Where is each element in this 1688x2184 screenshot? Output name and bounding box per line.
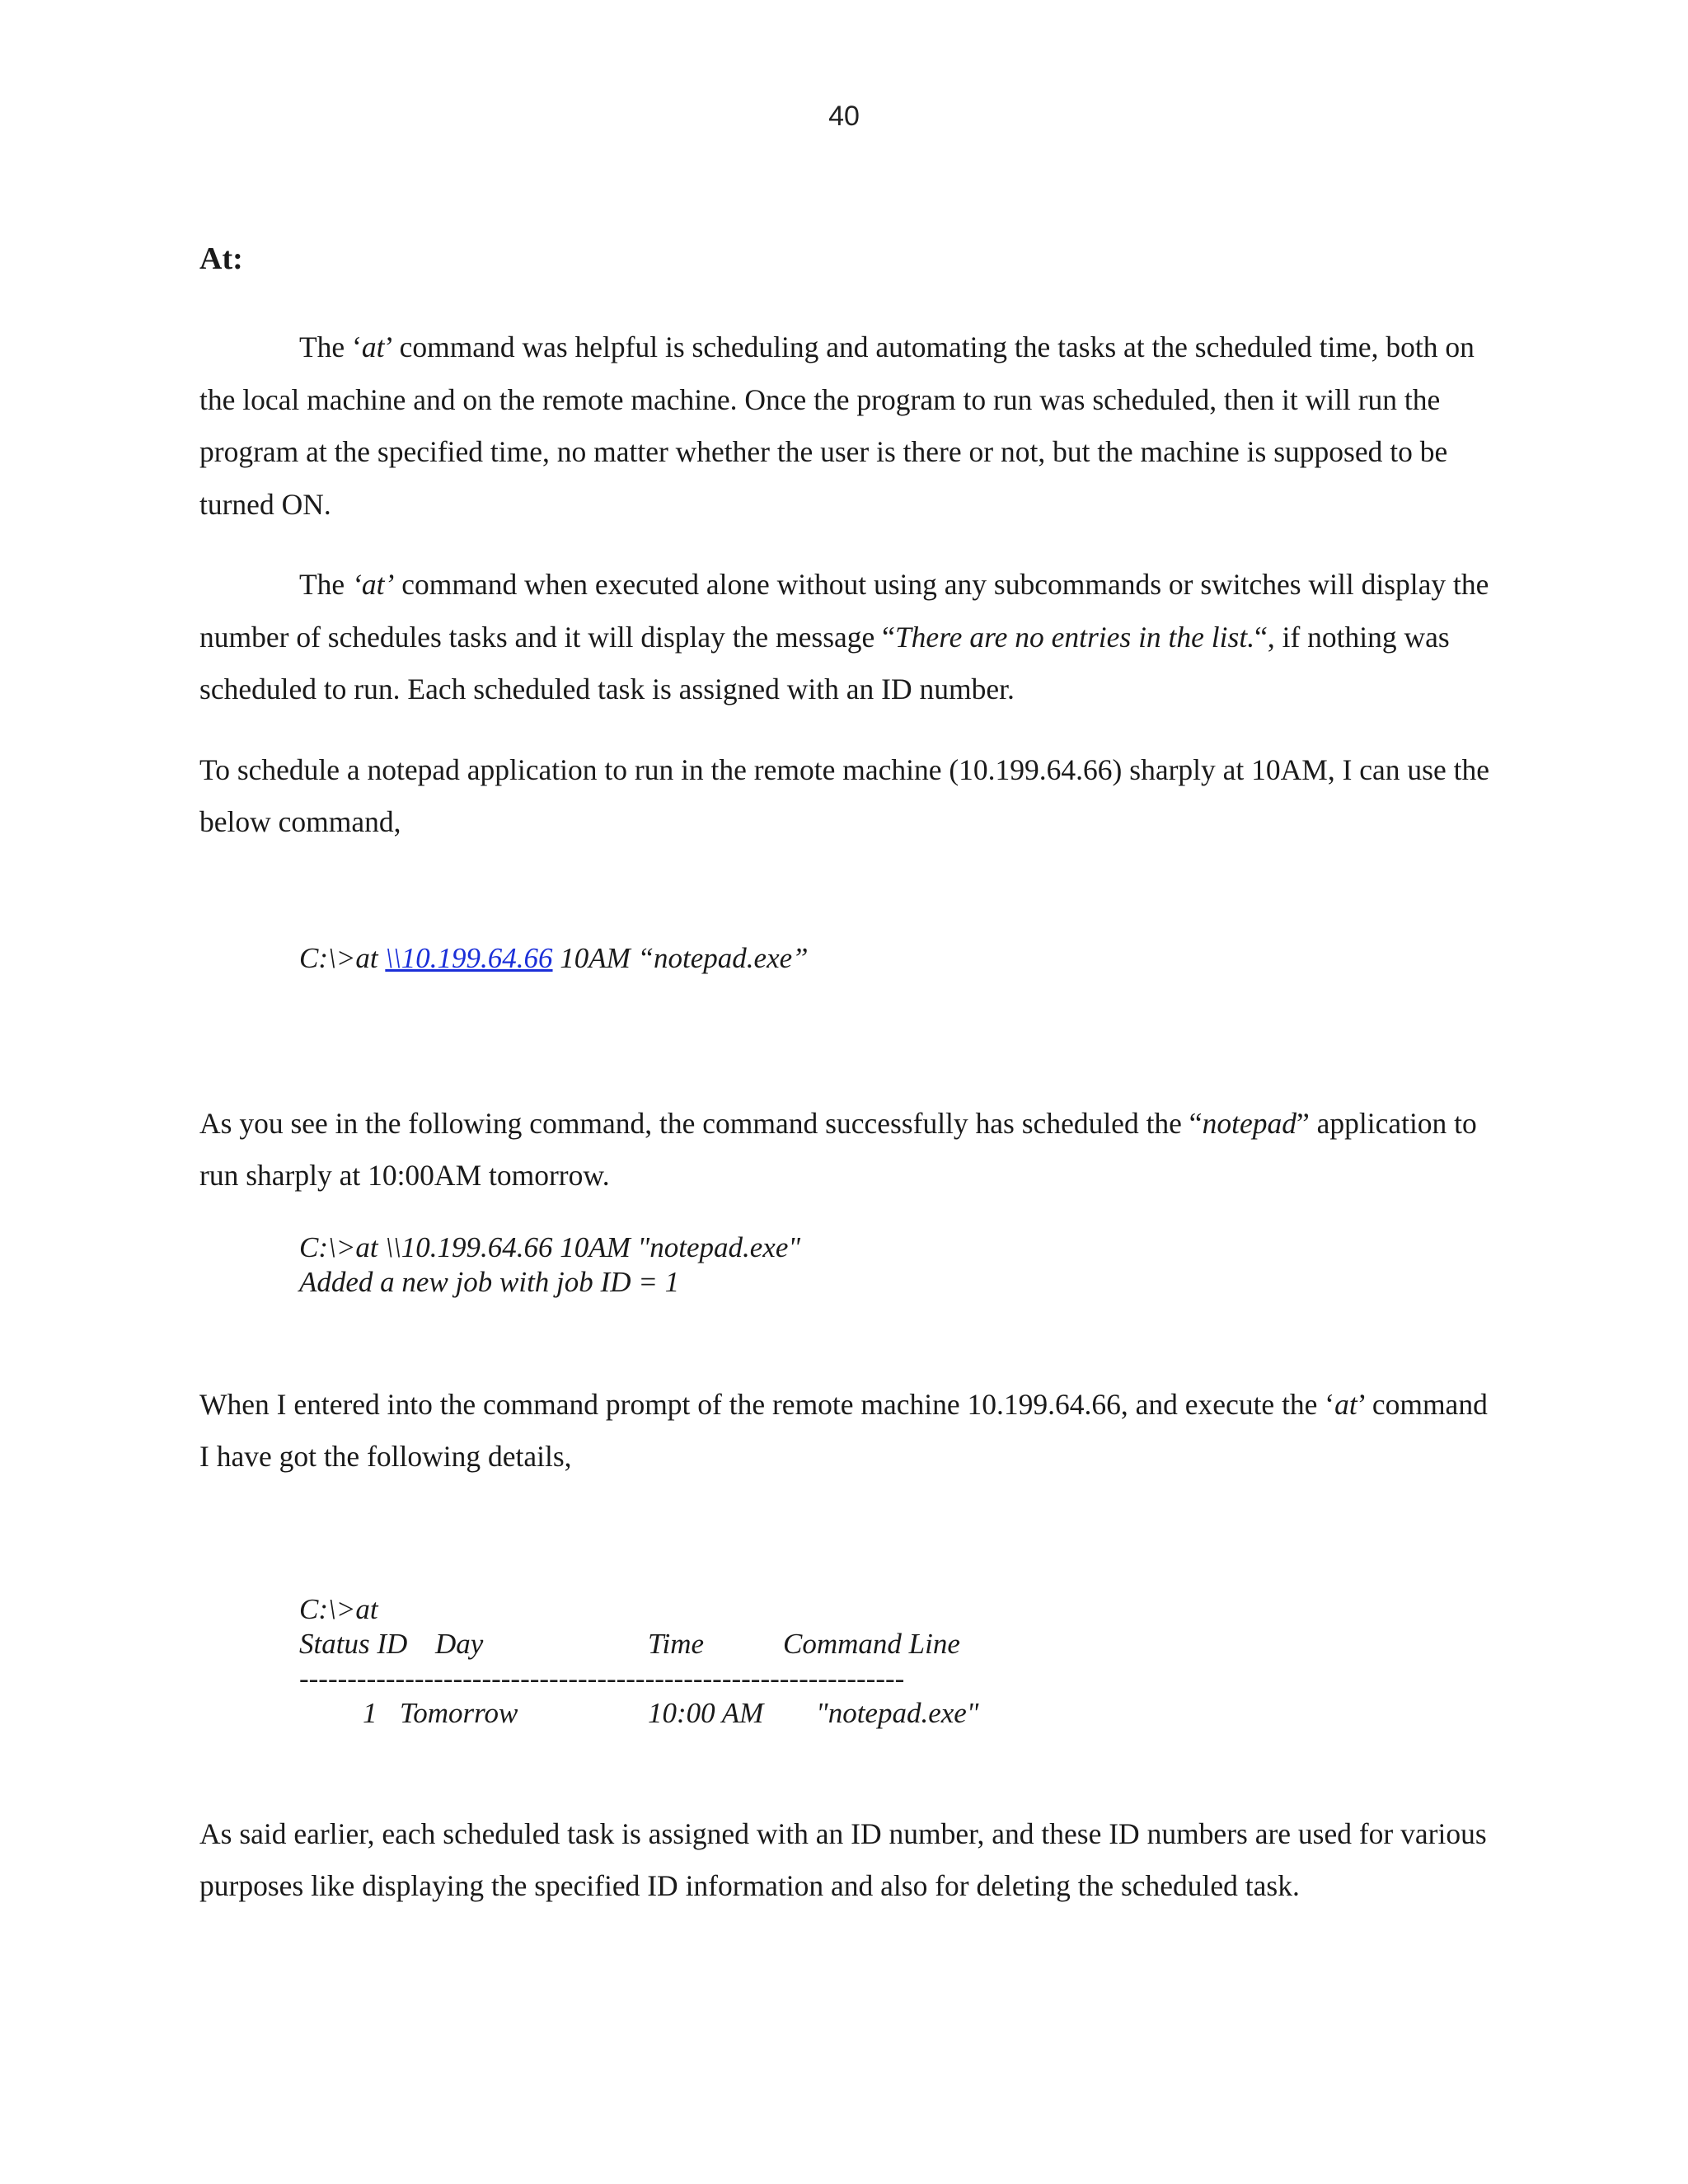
text: ’ command I have got the following details, (199, 1387, 1488, 1473)
table-separator: --------------------------------------------------------------- (299, 1661, 905, 1694)
command-result: Added a new job with job ID = 1 (299, 1265, 680, 1298)
text: “, if nothing was scheduled to run. Each scheduled task is assigned with an ID number. (199, 620, 1450, 705)
header-command-line: Command Line (783, 1627, 960, 1660)
section-heading: At: (199, 241, 243, 276)
text: command when executed alone without using any subcommands or switches will display the number of schedules tasks and it will display the message “ (199, 568, 1489, 654)
italic-text: notepad (1202, 1106, 1296, 1140)
command-prefix: C:\>at (299, 941, 386, 974)
page-content (199, 239, 1502, 1941)
text: ” application to run sharply at 10:00AM tomorrow. (199, 1106, 1477, 1192)
text: The (299, 568, 353, 601)
cell-day: Tomorrow (400, 1696, 518, 1729)
paragraph-command-success (199, 1098, 1502, 1202)
header-time: Time (648, 1627, 705, 1660)
cell-time: 10:00 AM (648, 1696, 764, 1729)
text: As you see in the following command, the command successfully has scheduled the “ (199, 1106, 1203, 1140)
command-line: C:\>at \\10.199.64.66 10AM "notepad.exe" (299, 1230, 801, 1263)
italic-text: at (361, 330, 385, 363)
remote-machine-link[interactable]: \\10.199.64.66 (385, 941, 553, 974)
command-prompt: C:\>at (299, 1592, 378, 1625)
command-example-1 (299, 941, 1502, 976)
text: When I entered into the command prompt of the remote machine 10.199.64.66, and execute the ‘ (199, 1387, 1335, 1421)
command-output-table (299, 1592, 1502, 1731)
table-header-row (299, 1627, 1502, 1661)
command-suffix: 10AM “notepad.exe” (552, 941, 809, 974)
paragraph-remote-prompt (199, 1379, 1502, 1483)
text: The ‘ (299, 330, 362, 363)
header-day: Day (435, 1627, 484, 1660)
italic-text: There are no entries in the list. (894, 620, 1255, 654)
paragraph-id-numbers: As said earlier, each scheduled task is assigned with an ID number, and these ID numbers are used for various purposes like displaying the specified ID information and also for deleting the scheduled task. (199, 1816, 1487, 1902)
italic-text: ‘at’ (352, 568, 395, 601)
command-output-1 (299, 1230, 1502, 1300)
table-row (299, 1696, 1502, 1731)
paragraph-at-alone (199, 559, 1502, 716)
paragraph-at-intro (199, 321, 1502, 531)
italic-text: at (1334, 1387, 1357, 1421)
text: ’ command was helpful is scheduling and automating the tasks at the scheduled time, both on the local machine and on the remote machine. Once the program to run was scheduled, then it will run the program at the specified time, no matter whether the user is there or not, but the machine is supposed to be turned ON. (199, 330, 1475, 521)
cell-command: "notepad.exe" (816, 1696, 979, 1729)
paragraph-schedule-notepad: To schedule a notepad application to run in the remote machine (10.199.64.66) sharply at 10AM, I can use the below command, (199, 752, 1489, 838)
header-status-id: Status ID (299, 1627, 408, 1660)
page-number: 40 (828, 101, 860, 132)
cell-id: 1 (363, 1696, 377, 1729)
